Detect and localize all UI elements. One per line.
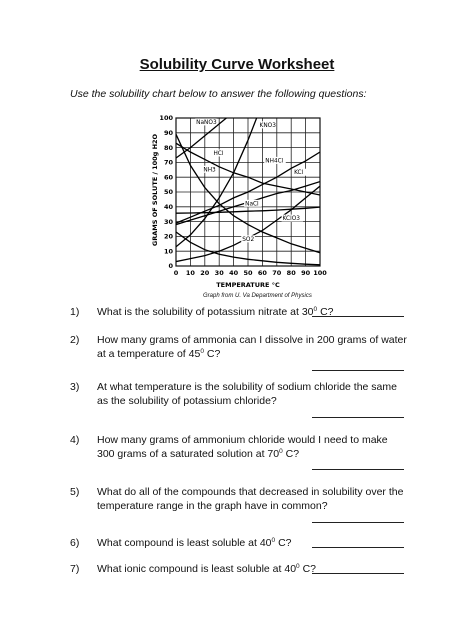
y-tick-label: 70 <box>163 158 173 167</box>
x-axis-label: TEMPERATURE °C <box>216 281 280 289</box>
y-tick-label: 60 <box>163 173 173 182</box>
question-text: What compound is least soluble at $40^0$ C? <box>97 537 292 549</box>
question-number: 7) <box>70 563 80 575</box>
series-label-nano3: NaNO3 <box>196 119 217 126</box>
question-text: What ionic compound is least soluble at $40^0$ C? <box>97 563 316 575</box>
y-tick-label: 10 <box>163 247 173 256</box>
y-tick-label: 0 <box>168 262 173 271</box>
question-text: How many grams of ammonium chloride would I need to make 300 grams of a saturated solution at $70^0$ C? <box>97 434 388 460</box>
question-text: How many grams of ammonia can I dissolve in 200 grams of water at a temperature of $45^0$ C? <box>97 334 407 360</box>
question-text: What is the solubility of potassium nitrate at $30^0$ C? <box>97 306 334 318</box>
question-text: What do all of the compounds that decreased in solubility over the temperature range in the graph have in common? <box>97 486 404 512</box>
x-tick-label: 40 <box>229 269 239 277</box>
question-number: 1) <box>70 306 80 318</box>
question-text: At what temperature is the solubility of sodium chloride the same as the solubility of potassium chloride? <box>97 381 397 407</box>
x-tick-label: 0 <box>173 269 179 277</box>
x-tick-label: 100 <box>313 269 327 277</box>
answer-blank-1[interactable] <box>312 316 404 317</box>
y-axis-label: GRAMS OF SOLUTE / 100g H2O <box>151 133 159 247</box>
series-label-so2: SO2 <box>242 236 255 243</box>
y-tick-label: 90 <box>163 129 173 137</box>
question-number: 3) <box>70 381 80 393</box>
chart-credit: Graph from U. Va Department of Physics <box>203 293 312 299</box>
x-tick-label: 30 <box>214 269 224 277</box>
y-tick-label: 40 <box>163 203 173 211</box>
series-label-kno3: KNO3 <box>259 122 276 129</box>
series-label-hcl: HCl <box>213 151 224 157</box>
series-label-kcl: KCl <box>294 170 304 177</box>
x-tick-label: 10 <box>185 269 195 277</box>
series-line-kno3 <box>176 110 277 247</box>
solubility-chart <box>150 110 340 295</box>
worksheet-title: Solubility Curve Worksheet <box>139 56 335 73</box>
x-tick-label: 50 <box>243 269 253 277</box>
x-tick-label: 90 <box>301 269 311 277</box>
question-number: 2) <box>70 334 80 346</box>
answer-blank-4[interactable] <box>312 469 404 470</box>
series-line-nano3 <box>176 110 306 158</box>
answer-blank-7[interactable] <box>312 573 404 574</box>
x-tick-label: 70 <box>272 269 282 277</box>
question-number: 4) <box>70 434 80 446</box>
series-label-kclo3: KClO3 <box>282 216 300 223</box>
y-tick-label: 30 <box>163 217 173 226</box>
series-label-nh4cl: NH4Cl <box>265 158 284 165</box>
x-tick-label: 20 <box>200 269 210 277</box>
y-tick-label: 50 <box>163 188 173 197</box>
answer-blank-6[interactable] <box>312 547 404 548</box>
y-tick-label: 20 <box>163 232 173 241</box>
series-label-nacl: NaCl <box>245 201 259 208</box>
x-tick-label: 80 <box>286 269 296 277</box>
instructions: Use the solubility chart below to answer the following questions: <box>70 88 367 100</box>
chart-ticks <box>159 114 327 277</box>
answer-blank-2[interactable] <box>312 370 404 371</box>
series-label-nh3: NH3 <box>203 167 216 174</box>
answer-blank-3[interactable] <box>312 417 404 418</box>
y-tick-label: 80 <box>163 143 173 152</box>
x-tick-label: 60 <box>257 269 267 277</box>
answer-blank-5[interactable] <box>312 522 404 523</box>
question-number: 6) <box>70 537 80 549</box>
question-number: 5) <box>70 486 80 498</box>
y-tick-label: 100 <box>159 114 173 123</box>
